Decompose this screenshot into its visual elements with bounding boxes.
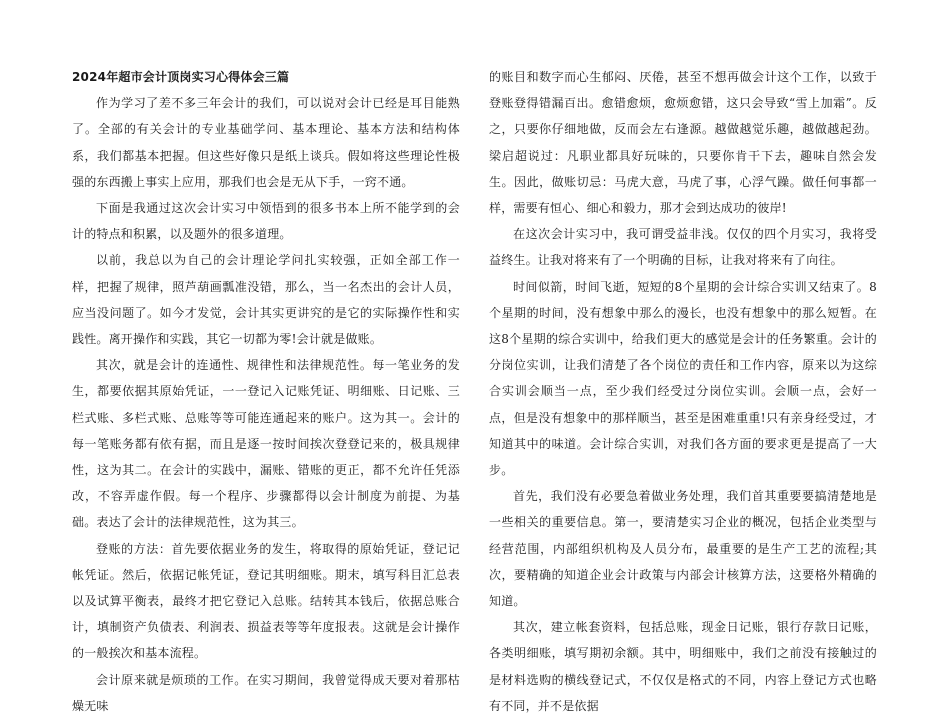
paragraph: 会计原来就是烦琐的工作。在实习期间，我曾觉得成天要对着那枯燥无味: [72, 672, 460, 713]
paragraph: 其次，建立帐套资料，包括总账，现金日记账，银行存款日记账，各类明细账，填写期初余额。其中，明细账中，我们之前没有接触过的是材料选购的横线登记式，不仅仅是格式的不同，内容上登记方式也略有不同，并不是依据: [489, 620, 877, 713]
paragraph: 登账的方法：首先要依据业务的发生，将取得的原始凭证，登记记帐凭证。然后，依据记帐凭证，登记其明细账。期末，填写科目汇总表以及试算平衡表，最终才把它登记入总账。结转其本钱后，依据总账合计，填制资产负债表、利润表、损益表等等年度报表。这就是会计操作的一般挨次和基本流程。: [72, 541, 460, 661]
paragraph: 在这次会计实习中，我可谓受益非浅。仅仅的四个月实习，我将受益终生。让我对将来有了一个明确的目标，让我对将来有了向往。: [489, 227, 877, 268]
right-column: [489, 64, 877, 719]
paragraph: 作为学习了差不多三年会计的我们，可以说对会计已经是耳目能熟了。全部的有关会计的专业基础学问、基本理论、基本方法和结构体系，我们都基本把握。但这些好像只是纸上谈兵。假如将这些理论性极强的东西搬上事实上应用，那我们也会是无从下手，一窍不通。: [72, 96, 460, 189]
paragraph: 其次，就是会计的连通性、规律性和法律规范性。每一笔业务的发生，都要依据其原始凭证，一一登记入记账凭证、明细账、日记账、三栏式账、多栏式账、总账等等可能连通起来的账户。这为其一。会计的每一笔账务都有依有据，而且是逐一按时间挨次登登记来的，极具规律性，这为其二。在会计的实践中，漏账、错账的更正，都不允许任凭添改，不容弄虚作假。每一个程序、步骤都得以会计制度为前提、为基础。表达了会计的法律规范性，这为其三。: [72, 358, 460, 530]
document-title: 2024年超市会计顶岗实习心得体会三篇: [72, 70, 290, 84]
paragraph: 首先，我们没有必要急着做业务处理，我们首其重要要搞清楚地是一些相关的重要信息。第一，要清楚实习企业的概况，包括企业类型与经营范围，内部组织机构及人员分布，最重要的是生产工艺的流程;其次，要精确的知道企业会计政策与内部会计核算方法，这要格外精确的知道。: [489, 489, 877, 609]
left-column: [72, 64, 460, 719]
paragraph-continued: 的账目和数字而心生郁闷、厌倦，甚至不想再做会计这个工作，以致于登账登得错漏百出。愈错愈烦，愈烦愈错，这只会导致“雪上加霜”。反之，只要你仔细地做，反而会左右逢源。越做越觉乐趣，越做越起劲。梁启超说过：凡职业都具好玩味的，只要你肯干下去，趣味自然会发生。因此，做账切忌：马虎大意，马虎了事，心浮气躁。做任何事都一样，需要有恒心、细心和毅力，那才会到达成功的彼岸!: [489, 70, 877, 216]
paragraph: 以前，我总以为自己的会计理论学问扎实较强，正如全部工作一样，把握了规律，照芦葫画瓢准没错，那么，当一名杰出的会计人员，应当没问题了。如今才发觉，会计其实更讲究的是它的实际操作性和实践性。离开操作和实践，其它一切都为零!会计就是做账。: [72, 253, 460, 347]
paragraph: 时间似箭，时间飞逝，短短的8个星期的会计综合实训又结束了。8个星期的时间，没有想象中那么的漫长，也没有想象中的那么短暂。在这8个星期的综合实训中，给我们更大的感觉是会计的任务繁重。会计的分岗位实训，让我们清楚了各个岗位的责任和工作内容，原来以为这综合实训会顺当一点，至少我们经受过分岗位实训。会顺一点，会好一点，但是没有想象中的那样顺当，甚至是困难重重!只有亲身经受过，才知道其中的味道。会计综合实训，对我们各方面的要求更是提高了一大步。: [489, 279, 877, 478]
paragraph: 下面是我通过这次会计实习中领悟到的很多书本上所不能学到的会计的特点和积累，以及题外的很多道理。: [72, 201, 460, 242]
